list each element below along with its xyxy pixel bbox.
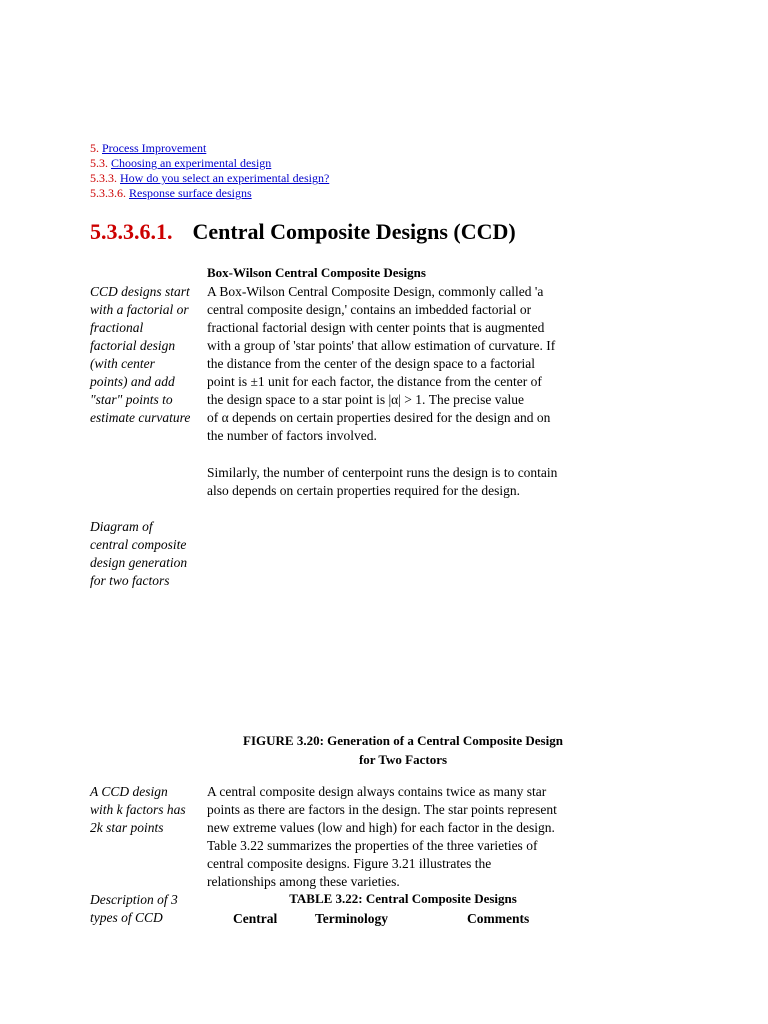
paragraph-line: the distance from the center of the design space to a factorial — [207, 356, 535, 371]
paragraph-centerpoint — [207, 464, 607, 500]
paragraph-line: the number of factors involved. — [207, 428, 377, 443]
paragraph-line: also depends on certain properties required for the design. — [207, 483, 521, 498]
breadcrumb-item — [90, 156, 329, 171]
side-note-line: Description of 3 — [90, 892, 178, 907]
page-title — [90, 219, 516, 245]
side-note-line: Diagram of — [90, 519, 153, 534]
breadcrumb-link-select-design[interactable]: How do you select an experimental design? — [120, 171, 330, 185]
breadcrumb-link-process-improvement[interactable]: Process Improvement — [102, 141, 207, 155]
paragraph-line: point is ±1 unit for each factor, the distance from the center of — [207, 374, 542, 389]
side-note-line: estimate curvature — [90, 410, 191, 425]
section-title: Central Composite Designs (CCD) — [192, 219, 516, 244]
paragraph-box-wilson — [207, 283, 607, 445]
breadcrumb-item — [90, 141, 329, 156]
breadcrumb-number: 5.3.3. — [90, 171, 117, 185]
paragraph-line: relationships among these varieties. — [207, 874, 400, 889]
breadcrumb-item — [90, 171, 329, 186]
breadcrumb-number: 5.3.3.6. — [90, 186, 126, 200]
paragraph-line: points as there are factors in the design. The star points represent — [207, 802, 557, 817]
breadcrumb — [90, 141, 329, 201]
side-note-line: for two factors — [90, 573, 170, 588]
figure-caption — [207, 731, 599, 769]
table-title: TABLE 3.22: Central Composite Designs — [289, 891, 517, 906]
paragraph-line: central composite designs. Figure 3.21 illustrates the — [207, 856, 492, 871]
paragraph-line: fractional factorial design with center points that is augmented — [207, 320, 545, 335]
side-note-line: design generation — [90, 555, 188, 570]
side-note-line: 2k star points — [90, 820, 164, 835]
paragraph-line: of α depends on certain properties desired for the design and on — [207, 410, 551, 425]
paragraph-line: new extreme values (low and high) for each factor in the design. — [207, 820, 555, 835]
side-note-ccd-start — [90, 283, 208, 427]
paragraph-line: the design space to a star point is |α| > 1. The precise value — [207, 392, 524, 407]
side-note-line: A CCD design — [90, 784, 168, 799]
breadcrumb-link-response-surface[interactable]: Response surface designs — [129, 186, 252, 200]
breadcrumb-number: 5.3. — [90, 156, 108, 170]
paragraph-line: central composite design,' contains an imbedded factorial or — [207, 302, 532, 317]
paragraph-line: A central composite design always contains twice as many star — [207, 784, 547, 799]
side-note-diagram — [90, 518, 208, 590]
paragraph-line: Similarly, the number of centerpoint runs the design is to contain — [207, 465, 558, 480]
caption-line: for Two Factors — [358, 752, 448, 767]
table-header-comments: Comments — [467, 911, 530, 926]
section-number: 5.3.3.6.1. — [90, 219, 173, 244]
subheading: Box-Wilson Central Composite Designs — [207, 265, 426, 280]
side-note-line: "star" points to — [90, 392, 173, 407]
paragraph-line: A Box-Wilson Central Composite Design, commonly called 'a — [207, 284, 544, 299]
side-note-ccd-types — [90, 891, 208, 927]
breadcrumb-item — [90, 186, 329, 201]
side-note-line: with a factorial or — [90, 302, 189, 317]
side-note-line: points) and add — [90, 374, 175, 389]
side-note-line: central composite — [90, 537, 187, 552]
side-note-line: types of CCD — [90, 910, 163, 925]
side-note-line: fractional — [90, 320, 144, 335]
side-note-line: with k factors has — [90, 802, 186, 817]
caption-line: FIGURE 3.20: Generation of a Central Composite Design — [243, 733, 563, 748]
table-header-central: Central — [233, 911, 278, 926]
side-note-line: factorial design — [90, 338, 176, 353]
table-header-terminology: Terminology — [315, 911, 389, 926]
side-note-line: (with center — [90, 356, 155, 371]
paragraph-star-points — [207, 783, 607, 891]
paragraph-line: Table 3.22 summarizes the properties of the three varieties of — [207, 838, 538, 853]
breadcrumb-number: 5. — [90, 141, 99, 155]
breadcrumb-link-choosing-design[interactable]: Choosing an experimental design — [111, 156, 272, 170]
side-note-star-points — [90, 783, 208, 837]
paragraph-line: with a group of 'star points' that allow estimation of curvature. If — [207, 338, 556, 353]
side-note-line: CCD designs start — [90, 284, 190, 299]
